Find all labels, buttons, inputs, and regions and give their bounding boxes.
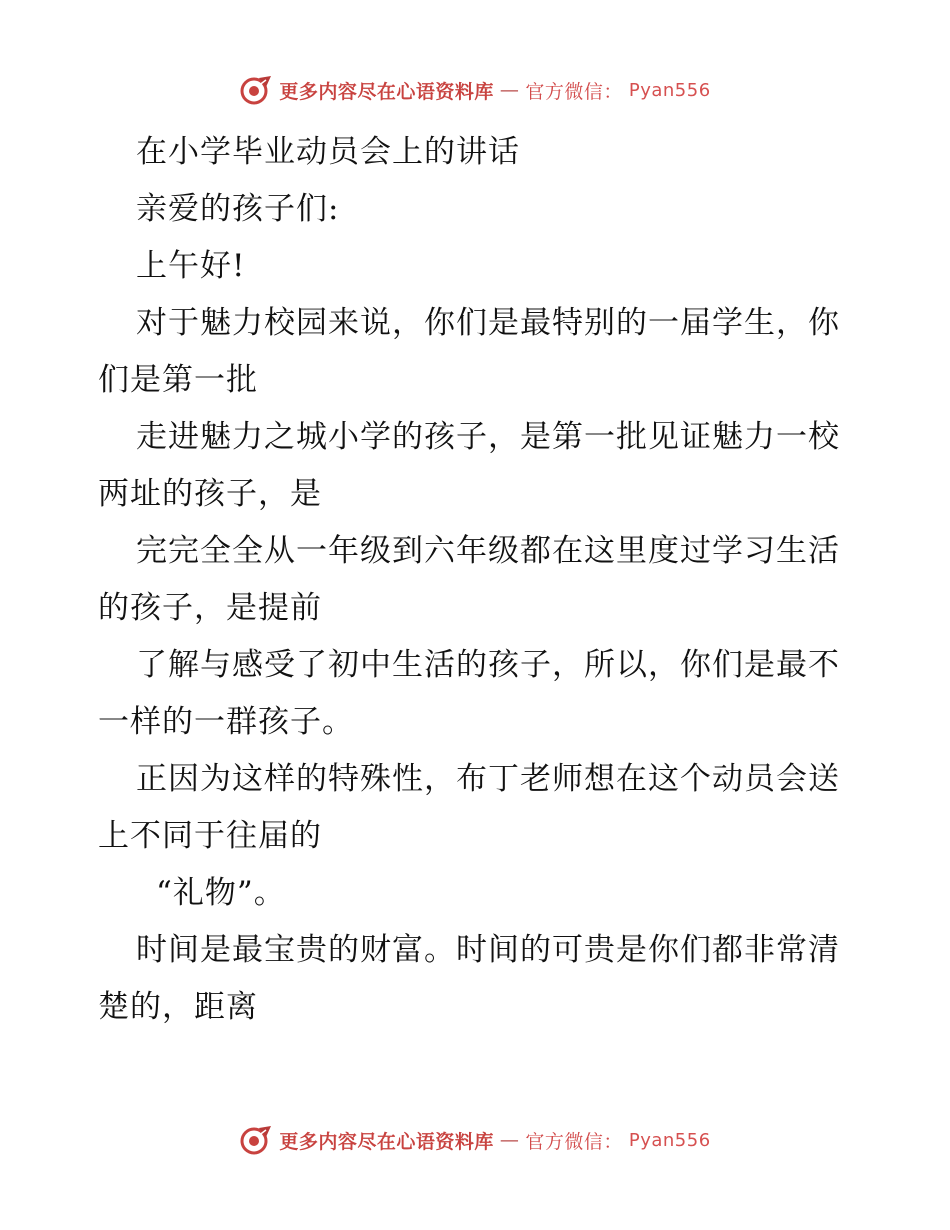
paragraph: 了解与感受了初中生活的孩子，所以，你们是最不一样的一群孩子。 [98,647,840,740]
watermark-official-label: 官方微信： [525,1130,623,1153]
pen-nib-circle-icon [239,74,273,106]
paragraph-salutation: 亲爱的孩子们: [136,191,340,227]
document-body [98,124,858,1036]
header-watermark [0,74,950,106]
paragraph-greeting: 上午好! [136,248,246,284]
paragraph: 对于魅力校园来说，你们是最特别的一届学生，你们是第一批 [98,305,840,398]
paragraph-quote: “礼物”。 [156,875,286,911]
watermark-separator: — [499,1129,520,1151]
footer-watermark [0,1124,950,1156]
paragraph: 正因为这样的特殊性，布丁老师想在这个动员会送上不同于往届的 [98,761,840,854]
watermark-official-label: 官方微信： [525,80,623,103]
watermark-brand: 更多内容尽在心语资料库 [279,80,494,103]
watermark-wechat-id: Pyan556 [628,79,711,101]
document-title: 在小学毕业动员会上的讲话 [136,134,520,170]
paragraph: 时间是最宝贵的财富。时间的可贵是你们都非常清楚的，距离 [98,932,840,1025]
watermark-separator: — [499,79,520,101]
watermark-wechat-id: Pyan556 [628,1129,711,1151]
watermark-brand: 更多内容尽在心语资料库 [279,1130,494,1153]
paragraph: 完完全全从一年级到六年级都在这里度过学习生活的孩子，是提前 [98,533,840,626]
paragraph: 走进魅力之城小学的孩子，是第一批见证魅力一校两址的孩子，是 [98,419,840,512]
pen-nib-circle-icon [239,1124,273,1156]
